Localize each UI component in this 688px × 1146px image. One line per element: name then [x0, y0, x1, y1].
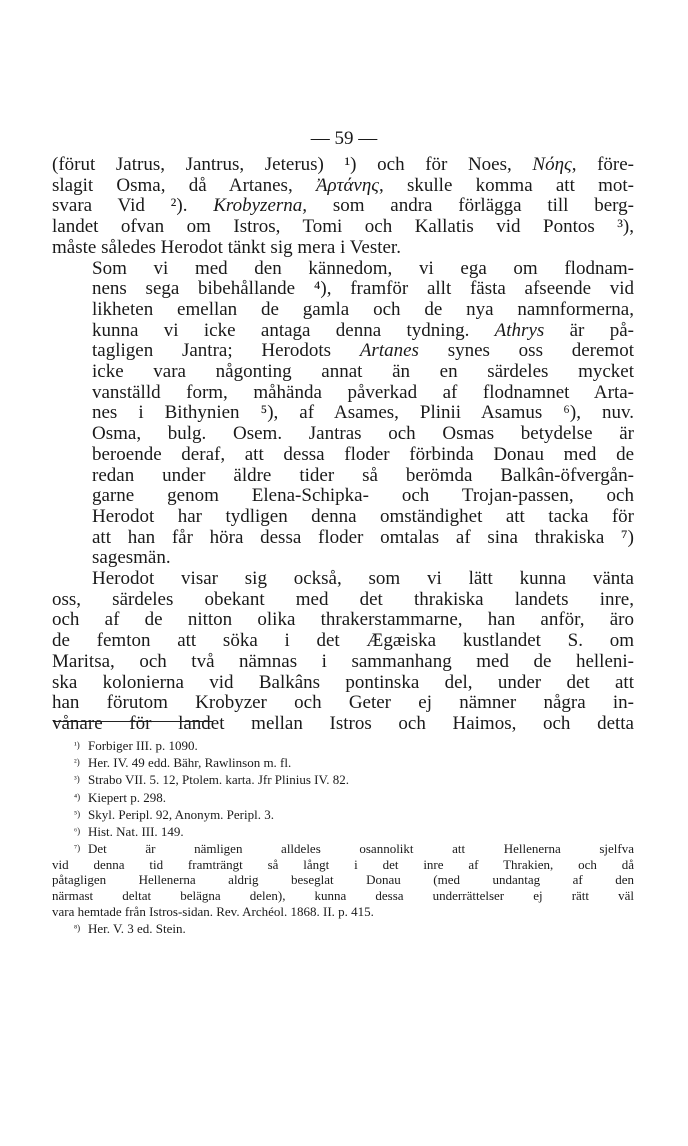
- text-line: sagesmän.: [92, 547, 171, 569]
- footnote-7: [52, 841, 634, 919]
- footnote-line: vara hemtade från Istros-sidan. Rev. Archéol. 1868. II. p. 415.: [52, 903, 374, 919]
- text-line: Osma, bulg. Osem. Jantras och Osmas betydelse är: [92, 423, 634, 445]
- text-line: nens sega bibehållande ⁴), framför allt fästa afseende vid: [92, 278, 634, 300]
- footnote-text: Skyl. Peripl. 92, Anonym. Peripl. 3.: [88, 806, 274, 822]
- paragraph-2: [52, 259, 634, 570]
- footnote-text: Forbiger III. p. 1090.: [88, 738, 198, 753]
- paragraph-3: [52, 569, 634, 735]
- text-line: kunna vi icke antaga denna tydning. Athrys är på-: [92, 319, 634, 341]
- text-line: (förut Jatrus, Jantrus, Jeterus) ¹) och för Noes, Νόης, före-: [52, 154, 634, 175]
- text-line: icke vara någonting annat än en särdeles mycket: [92, 361, 634, 383]
- footnotes: [52, 738, 634, 938]
- footnote-6: [52, 824, 634, 840]
- text-line: de femton att söka i det Ægæiska kustlandet S. om: [52, 630, 634, 652]
- text-line: vanställd form, måhända påverkad af flodnamnet Arta-: [92, 381, 634, 403]
- footnote-text: Hist. Nat. III. 149.: [88, 823, 184, 839]
- text-line: ska kolonierna vid Balkâns pontinska del, under det att: [52, 671, 634, 693]
- footnote-mark: ⁸): [74, 922, 81, 933]
- text-line: han förutom Krobyzer och Geter ej nämner några in-: [52, 692, 634, 714]
- footnote-line: närmast deltat belägna delen), kunna dessa underrättelser ej rätt väl: [52, 887, 634, 903]
- footnote-text: Her. V. 3 ed. Stein.: [88, 920, 186, 936]
- footnote-8: [52, 921, 634, 937]
- text-line: och af de nitton olika thrakerstammarne, han anför, äro: [52, 609, 634, 631]
- text-line: Herodot visar sig också, som vi lätt kunna vänta: [92, 568, 634, 590]
- text-line: svara Vid ²). Krobyzerna, som andra förlägga till berg-: [52, 195, 634, 217]
- text-line: Herodot har tydligen denna omständighet att tacka för: [92, 505, 634, 527]
- text-line: att han får höra dessa floder omtalas af sina thrakiska ⁷): [92, 526, 634, 548]
- text-line: vånare för landet mellan Istros och Haimos, och detta: [52, 712, 634, 734]
- footnote-1: [52, 738, 634, 754]
- text-line: likheten emellan de gamla och de nya namnformerna,: [92, 298, 634, 320]
- body-text: [52, 155, 634, 735]
- footnote-text: Kiepert p. 298.: [88, 789, 166, 805]
- footnote-mark: ¹): [74, 740, 80, 750]
- footnote-text: Strabo VII. 5. 12, Ptolem. karta. Jfr Plinius IV. 82.: [88, 772, 349, 788]
- footnote-3: [52, 772, 634, 788]
- footnote-mark: ²): [74, 757, 80, 768]
- footnote-line: påtagligen Hellenerna aldrig beseglat Donau (med undantag af den: [52, 872, 634, 888]
- text-line: garne genom Elena-Schipka- och Trojan-passen, och: [92, 485, 634, 507]
- footnote-line: vid denna tid framträngt så långt i det inre af Thrakien, och då: [52, 856, 634, 872]
- footnote-mark: ³): [74, 774, 80, 785]
- text-line: tagligen Jantra; Herodots Artanes synes oss deremot: [92, 340, 634, 362]
- footnote-divider: [53, 721, 213, 722]
- text-line: redan under äldre tider så berömda Balkân-öfvergån-: [92, 464, 634, 486]
- footnote-2: [52, 755, 634, 771]
- text-line: beroende deraf, att dessa floder förbinda Donau med de: [92, 443, 634, 465]
- footnote-mark: ⁴): [74, 791, 81, 802]
- text-line: landet ofvan om Istros, Tomi och Kallatis vid Pontos ³),: [52, 216, 634, 238]
- text-line: Som vi med den kännedom, vi ega om flodnam-: [92, 257, 634, 279]
- footnote-mark: ⁵): [74, 808, 81, 819]
- text-line: Maritsa, och två nämnas i sammanhang med de helleni-: [52, 650, 634, 672]
- footnote-line: Det är nämligen alldeles osannolikt att Hellenerna sjelfva: [88, 841, 634, 857]
- footnote-4: [52, 790, 634, 806]
- text-line: slagit Osma, då Artanes, Ἀρτάνης, skulle komma att mot-: [52, 174, 634, 196]
- footnote-mark: ⁶): [74, 825, 81, 836]
- text-line: nes i Bithynien ⁵), af Asames, Plinii Asamus ⁶), nuv.: [92, 402, 634, 424]
- footnote-5: [52, 807, 634, 823]
- text-line: måste således Herodot tänkt sig mera i Vester.: [52, 236, 401, 258]
- text-line: oss, särdeles obekant med det thrakiska landets inre,: [52, 588, 634, 610]
- footnote-text: Her. IV. 49 edd. Bähr, Rawlinson m. fl.: [88, 755, 292, 771]
- footnote-mark: ⁷): [74, 843, 81, 854]
- page-number: — 59 —: [310, 128, 378, 149]
- paragraph-1: [52, 155, 634, 259]
